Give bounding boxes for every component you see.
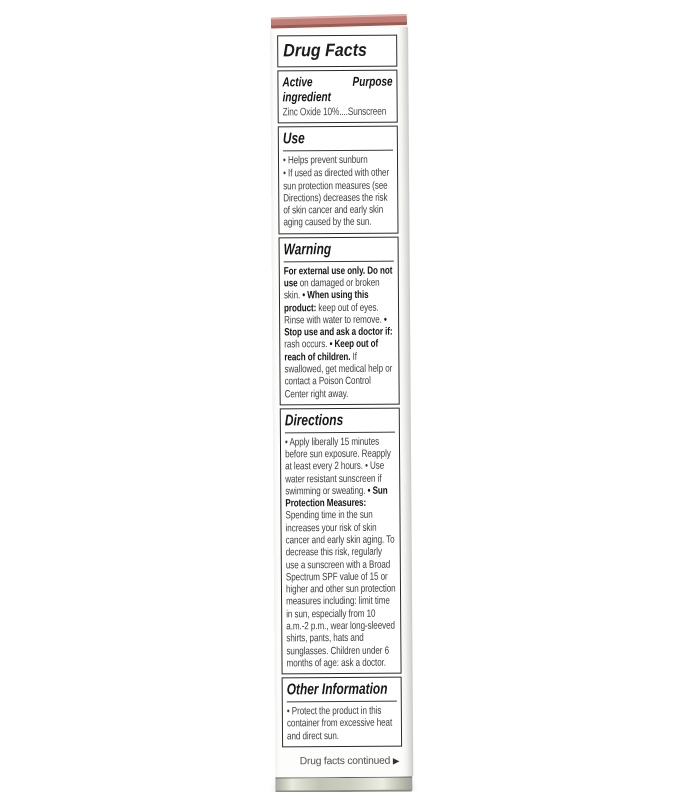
other-information-heading: Other Information: [286, 680, 388, 699]
sunscreen-box: [270, 17, 413, 792]
warning-section: [279, 236, 400, 405]
use-bullet-1: • Helps prevent sunburn: [282, 153, 368, 167]
box-body: [270, 27, 413, 778]
active-ingredient-heading: Active ingredient: [282, 74, 331, 105]
use-heading: Use: [282, 130, 305, 148]
drug-facts-title-box: [277, 35, 397, 68]
use-heading-rule: [283, 150, 393, 152]
continued-arrow-icon: ▶: [392, 755, 400, 766]
drug-facts-continued: [282, 756, 402, 768]
use-section: [278, 126, 399, 235]
directions-section: [280, 407, 402, 674]
box-bottom-edge: [275, 776, 412, 792]
active-ingredient-header: [282, 73, 392, 105]
warning-body: For external use only. Do not use on damaged or broken skin. • When using this product: keep out of eyes. Rinse with water to remove. • Stop use and ask a doctor if: rash occurs. • Keep out of reach of children. If swallowed, get medical help or contact a Poison Control Center right away.: [283, 264, 393, 400]
warning-heading-rule: [284, 260, 394, 262]
other-information-heading-rule: [287, 701, 397, 703]
other-information-body: • Protect the product in this container from excessive heat and direct sun.: [286, 704, 393, 743]
drug-facts-continued-text: Drug facts continued: [299, 755, 391, 768]
directions-heading-rule: [285, 431, 395, 433]
active-ingredient-row: Zinc Oxide 10%....Sunscreen: [282, 105, 387, 119]
drug-facts-title: Drug Facts: [283, 39, 367, 61]
box-front-panel: [270, 27, 407, 778]
active-ingredient-box: [277, 70, 397, 124]
directions-body: • Apply liberally 15 minutes before sun exposure. Reapply at least every 2 hours. • Use water resistant sunscreen if swimming or sweating. • Sun Protection Measures: Spending time in the sun increases your risk of skin cancer and early skin aging. To decrease this risk, regularly use a sunscreen with a Broad Spectrum SPF value of 15 or higher and other sun protection measures including: limit time in sun, especially from 10 a.m.-2 p.m., wear long-sleeved shirts, pants, hats and sunglasses. Children under 6 months of age: ask a doctor.: [284, 435, 396, 670]
directions-heading: Directions: [284, 411, 344, 430]
warning-heading: Warning: [283, 240, 332, 259]
drug-facts-label: [277, 35, 402, 748]
other-information-section: [282, 677, 402, 748]
purpose-heading: Purpose: [352, 73, 393, 89]
use-bullet-2: • If used as directed with other sun protection measures (see Directions) decreases the risk of skin cancer and early skin aging caused by the sun.: [283, 166, 390, 229]
